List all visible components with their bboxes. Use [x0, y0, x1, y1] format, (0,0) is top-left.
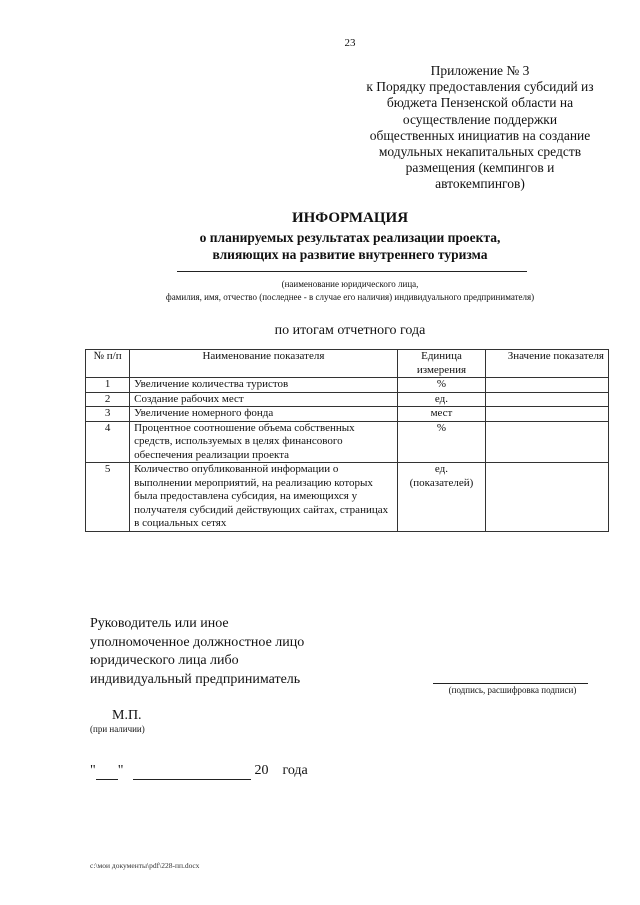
header-value: Значение показателя — [486, 350, 609, 378]
table-row — [86, 378, 609, 393]
page-number: 23 — [344, 37, 356, 49]
file-path: c:\мои документы\pdf\228-пп.docx — [90, 861, 200, 870]
row-name: Увеличение количества туристов — [130, 378, 398, 393]
header-unit: Единица измерения — [397, 350, 485, 378]
row-unit: % — [397, 378, 485, 393]
header-name: Наименование показателя — [130, 350, 398, 378]
row-name: Количество опубликованной информации о выполнении мероприятий, на реализацию которых была предоставлена субсидия, на имеющихся у получателя субсидий действующих сайтах, страницах в социальных сетях — [130, 463, 398, 532]
subtitle-line-1: о планируемых результатах реализации проекта, — [199, 230, 501, 245]
appendix-line: автокемпингов) — [435, 176, 525, 192]
signatory-block — [90, 615, 304, 689]
org-note-line-2: фамилия, имя, отчество (последнее - в случае его наличия) индивидуального предпринимателя) — [165, 292, 535, 302]
day-blank — [96, 763, 118, 780]
month-blank — [133, 763, 251, 780]
table-row — [86, 407, 609, 422]
row-num: 3 — [86, 407, 130, 422]
signatory-line: уполномоченное должностное лицо — [90, 634, 305, 650]
row-unit: мест — [397, 407, 485, 422]
document-title: ИНФОРМАЦИЯ — [291, 210, 409, 226]
header-num: № п/п — [86, 350, 130, 378]
appendix-line: модульных некапитальных средств — [378, 144, 582, 160]
signatory-line: Руководитель или иное — [90, 616, 229, 631]
row-num: 4 — [86, 421, 130, 463]
stamp-label: М.П. — [112, 708, 142, 723]
signature-caption: (подпись, расшифровка подписи) — [448, 685, 577, 695]
org-name-line — [177, 271, 527, 272]
subtitle-line-2: влияющих на развитие внутреннего туризма — [212, 247, 488, 262]
appendix-block — [360, 63, 600, 193]
appendix-line: бюджета Пензенской области на — [386, 95, 574, 111]
day-quote-open: " — [90, 763, 96, 778]
row-unit: ед. — [397, 392, 485, 407]
row-name: Увеличение номерного фонда — [130, 407, 398, 422]
row-name: Процентное соотношение объема собственных средств, используемых в целях финансового обеспечения реализации проекта — [130, 421, 398, 463]
row-name: Создание рабочих мест — [130, 392, 398, 407]
row-value — [486, 421, 609, 463]
appendix-line: общественных инициатив на создание — [369, 127, 591, 143]
date-line — [90, 763, 308, 780]
row-unit: % — [397, 421, 485, 463]
row-value — [486, 407, 609, 422]
appendix-line: к Порядку предоставления субсидий из — [366, 79, 594, 95]
row-value — [486, 463, 609, 532]
row-unit: ед. (показателей) — [397, 463, 485, 532]
row-value — [486, 378, 609, 393]
table-row — [86, 463, 609, 532]
row-num: 2 — [86, 392, 130, 407]
year-prefix: 20 — [254, 763, 269, 778]
table-row — [86, 421, 609, 463]
indicators-table — [85, 349, 609, 532]
signatory-line: индивидуальный предприниматель — [90, 671, 301, 687]
year-suffix: года — [282, 763, 308, 778]
org-note-line-1: (наименование юридического лица, — [281, 279, 419, 289]
row-value — [486, 392, 609, 407]
document-subtitle — [0, 229, 640, 263]
signature-line — [433, 683, 588, 684]
appendix-line: Приложение № 3 — [430, 63, 530, 78]
table-row — [86, 392, 609, 407]
day-quote-close: " — [117, 763, 124, 778]
signatory-line: юридического лица либо — [90, 653, 239, 668]
period-label: по итогам отчетного года — [274, 323, 426, 338]
appendix-line: осуществление поддержки — [402, 111, 558, 127]
table-header-row — [86, 350, 609, 378]
row-num: 1 — [86, 378, 130, 393]
stamp-note: (при наличии) — [90, 724, 145, 734]
row-num: 5 — [86, 463, 130, 532]
appendix-line: размещения (кемпингов и — [405, 160, 555, 176]
